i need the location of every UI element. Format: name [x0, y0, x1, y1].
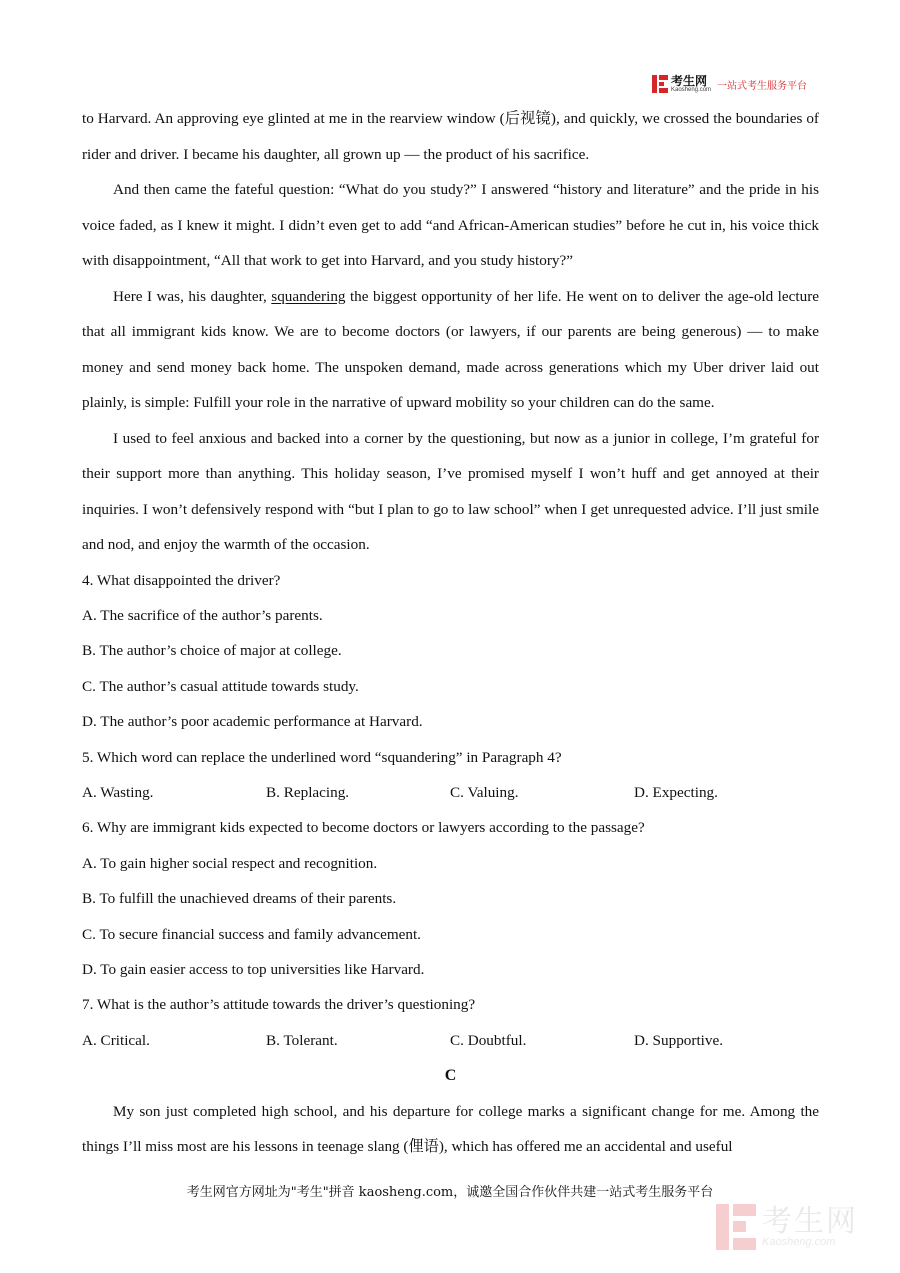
- logo-cn: 考生网: [671, 74, 708, 88]
- header-logo: [652, 72, 807, 96]
- question-stem: 4. What disappointed the driver?: [82, 571, 281, 589]
- question-6: [82, 810, 819, 987]
- question-stem: 5. Which word can replace the underlined word “squandering” in Paragraph 4?: [82, 748, 562, 766]
- question-stem: 7. What is the author’s attitude towards the driver’s questioning?: [82, 996, 476, 1014]
- logo-en: Kaosheng.com: [671, 87, 712, 93]
- option: B. Replacing.: [266, 783, 350, 801]
- option: C. Valuing.: [450, 783, 519, 801]
- kaosheng-logo-icon: [652, 75, 668, 93]
- question-stem: 6. Why are immigrant kids expected to become doctors or lawyers according to the passage?: [82, 819, 645, 837]
- watermark-en: Kaosheng.com: [762, 1235, 836, 1248]
- option: B. To fulfill the unachieved dreams of their parents.: [82, 890, 397, 908]
- page-content: [82, 101, 819, 1165]
- option: A. Wasting.: [82, 783, 154, 801]
- question-5: [82, 740, 819, 811]
- option: C. To secure financial success and family advancement.: [82, 925, 421, 943]
- underlined-word: squandering: [271, 287, 346, 305]
- option: D. Supportive.: [634, 1031, 724, 1049]
- options-row: [82, 775, 819, 810]
- section-c-paragraph-1: My son just completed high school, and his departure for college marks a significant change for me. Among the things I’ll miss most are his lessons in teenage slang (俚语), which has offered me an accidental and useful: [82, 1102, 819, 1156]
- header-slogan: 一站式考生服务平台: [717, 80, 808, 92]
- passage-paragraph-3: [82, 279, 819, 421]
- question-7: [82, 987, 819, 1058]
- options-row: [82, 1023, 819, 1058]
- page-footer: 考生网官方网址为"考生"拼音 kaosheng.com，诚邀全国合作伙伴共建一站式考生服务平台: [186, 1185, 714, 1200]
- p3-after: the biggest opportunity of her life. He went on to deliver the age-old lecture that all immigrant kids know. We are to become doctors (or lawyers, if our parents are being generous) — to make money and send money back home. The unspoken demand, made across generations which my Uber driver laid out plainly, is simple: Fulfill your role in the narrative of upward mobility so your children can do the same.: [82, 287, 819, 411]
- option: D. The author’s poor academic performance at Harvard.: [82, 713, 423, 731]
- section-heading: C: [444, 1067, 457, 1085]
- option: B. The author’s choice of major at college.: [82, 642, 342, 660]
- passage-paragraph-4: I used to feel anxious and backed into a corner by the questioning, but now as a junior in college, I’m grateful for their support more than anything. This holiday season, I’ve promised myself I won’t huff and get annoyed at their inquiries. I won’t defensively respond with “but I plan to go to law school” when I get unrequested advice. I’ll just smile and nod, and enjoy the warmth of the occasion.: [82, 429, 819, 553]
- option: A. The sacrifice of the author’s parents.: [82, 606, 323, 624]
- question-4: [82, 563, 819, 740]
- option: A. To gain higher social respect and recognition.: [82, 854, 378, 872]
- option: B. Tolerant.: [266, 1031, 338, 1049]
- p3-before: Here I was, his daughter,: [113, 287, 272, 305]
- option: D. Expecting.: [634, 783, 718, 801]
- option: C. Doubtful.: [450, 1031, 527, 1049]
- watermark: [716, 1204, 858, 1250]
- option: C. The author’s casual attitude towards study.: [82, 677, 359, 695]
- option: A. Critical.: [82, 1031, 150, 1049]
- option: D. To gain easier access to top universities like Harvard.: [82, 960, 425, 978]
- watermark-logo-icon: [716, 1204, 756, 1250]
- passage-paragraph-1: to Harvard. An approving eye glinted at me in the rearview window (后视镜), and quickly, we crossed the boundaries of rider and driver. I became his daughter, all grown up — the product of his sacrifice.: [82, 110, 819, 163]
- watermark-cn: 考生网: [762, 1203, 858, 1239]
- passage-paragraph-2: And then came the fateful question: “What do you study?” I answered “history and literature” and the pride in his voice faded, as I knew it might. I didn’t even get to add “and African-American studies” before he cut in, his voice thick with disappointment, “All that work to get into Harvard, and you study history?”: [82, 181, 819, 269]
